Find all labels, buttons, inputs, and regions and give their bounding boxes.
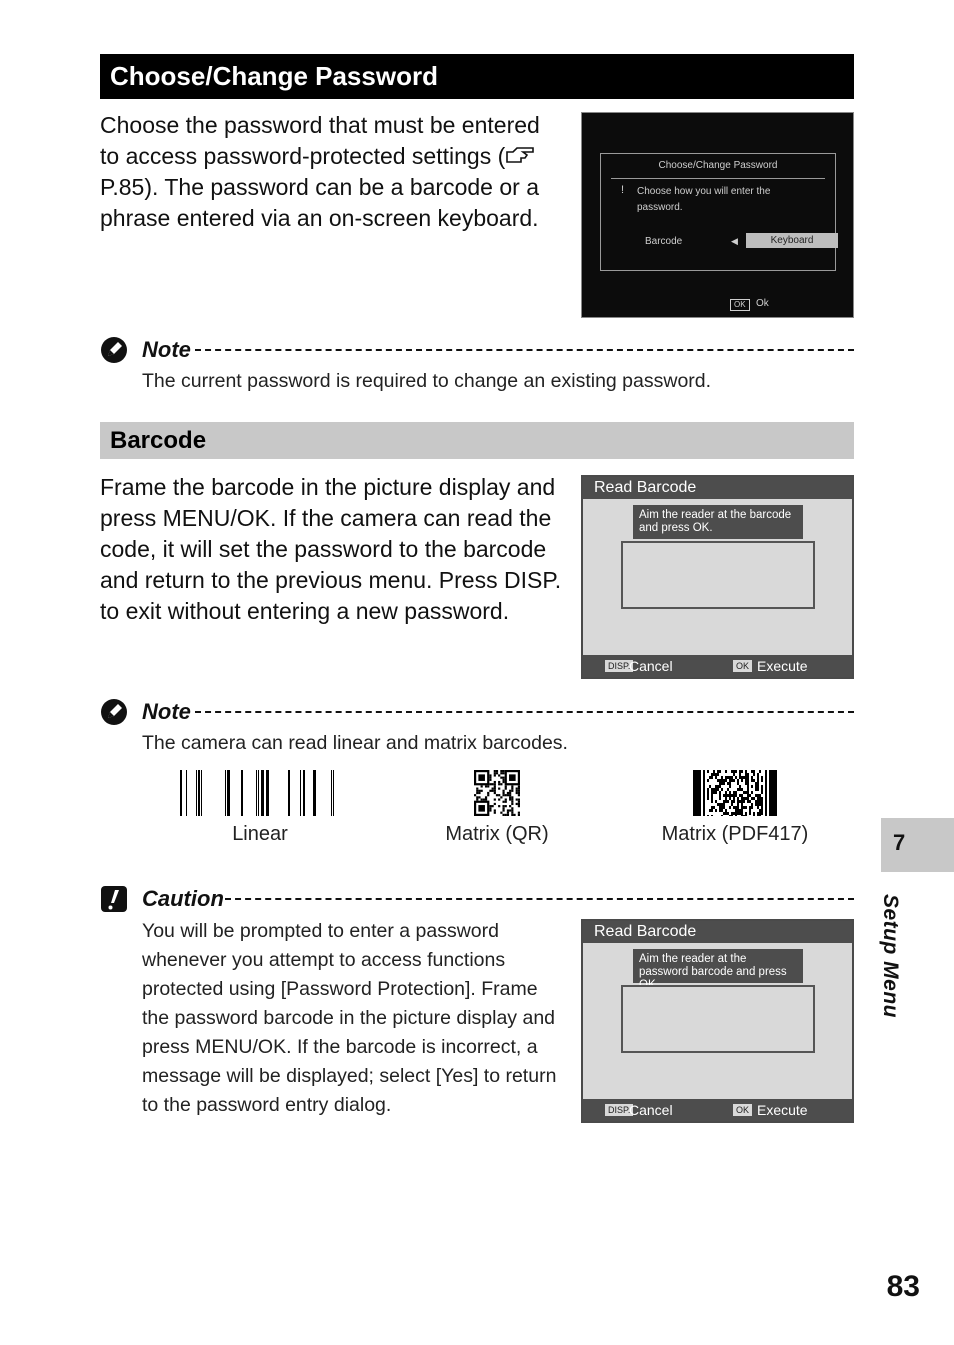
password-dialog-box [600,153,836,271]
screen-instruction: Aim the reader at the password barcode and press [633,949,803,983]
qr-code-icon [474,770,520,816]
ok-key-icon: OK [733,660,752,672]
screen-header: Read Barcode [583,477,852,499]
caution-heading [100,885,854,915]
barcode-caption-pdf417: Matrix (PDF417) [661,823,809,845]
barcode-frame [621,985,815,1053]
execute-button[interactable]: Execute [757,1102,808,1118]
page-number: 83 [886,1270,920,1303]
dialog-message: Choose how you will enter the password. [637,186,771,213]
chapter-title-vertical [878,894,918,1024]
ok-key-icon: OK [733,1104,752,1116]
read-barcode-screen-1 [581,475,854,679]
note2-dash-line [195,711,854,713]
screen-header: Read Barcode [583,921,852,943]
note2-heading [100,698,854,728]
option-barcode[interactable]: Barcode [645,236,683,247]
option-keyboard-selected[interactable]: Keyboard [746,233,838,248]
note1-label: Note [142,337,191,362]
dialog-warning-icon: ! [621,184,625,196]
caution-label: Caution [142,886,224,911]
caution-dash-line [225,898,854,900]
screen-footer [583,1099,852,1121]
left-arrow-icon: ◀ [731,236,738,246]
caution-exclamation-icon [100,885,128,913]
section2-body: Frame the barcode in the picture display and press MENU/OK. If the camera can read the code, it will set the password to the barcode and return to the previous menu. Press DISP. to exit without entering a new password. [100,474,562,624]
note1-text: The current password is required to change an existing password. [142,370,712,392]
note2-label: Note [142,699,191,724]
pointing-hand-icon [505,146,535,166]
chapter-number: 7 [893,830,906,855]
screen-instruction: Aim the reader at the barcode and press OK. [633,505,803,539]
read-barcode-screen-2 [581,919,854,1123]
barcode-caption-qr: Matrix (QR) [445,823,549,845]
note-pencil-icon [100,336,128,364]
ok-label: Ok [756,298,769,309]
note1-heading [100,336,854,366]
execute-button[interactable]: Execute [757,658,808,674]
camera-screen-password-dialog [581,112,854,318]
section1-body [100,110,565,234]
screen-footer [583,655,852,677]
cancel-button[interactable]: Cancel [629,1102,673,1118]
note-pencil-icon [100,698,128,726]
barcode-frame [621,541,815,609]
cancel-button[interactable]: Cancel [629,658,673,674]
section-title-barcode: Barcode [100,422,854,459]
pdf417-barcode-icon [693,770,777,816]
chapter-tab [881,818,954,872]
section-title-choose-change-password: Choose/Change Password [100,54,854,99]
disp-key-icon: DISP. [605,1104,633,1116]
linear-barcode-icon [180,770,340,816]
dialog-divider [611,178,825,179]
caution-text: You will be prompted to enter a password whenever you attempt to access functions protected using [Password Protection]. Frame the password barcode in the picture display and press MENU/OK. If the barcode is incorrect, a message will be displayed; select [Yes] to return to the password entry dialog. [142,920,557,1116]
dialog-title: Choose/Change Password [658,160,778,171]
section1-body-text-b: P.85). The password can be a barcode or a phrase entered via an on-screen keyboard. [100,174,539,231]
chapter-title: Setup Menu [879,894,902,1018]
section1-body-text-a: Choose the password that must be entered to access password-protected settings ( [100,112,540,169]
note1-dash-line [195,349,854,351]
barcode-caption-linear: Linear [232,823,288,845]
note2-text: The camera can read linear and matrix barcodes. [142,732,568,754]
disp-key-icon: DISP. [605,660,633,672]
ok-key-icon: OK [730,299,750,311]
